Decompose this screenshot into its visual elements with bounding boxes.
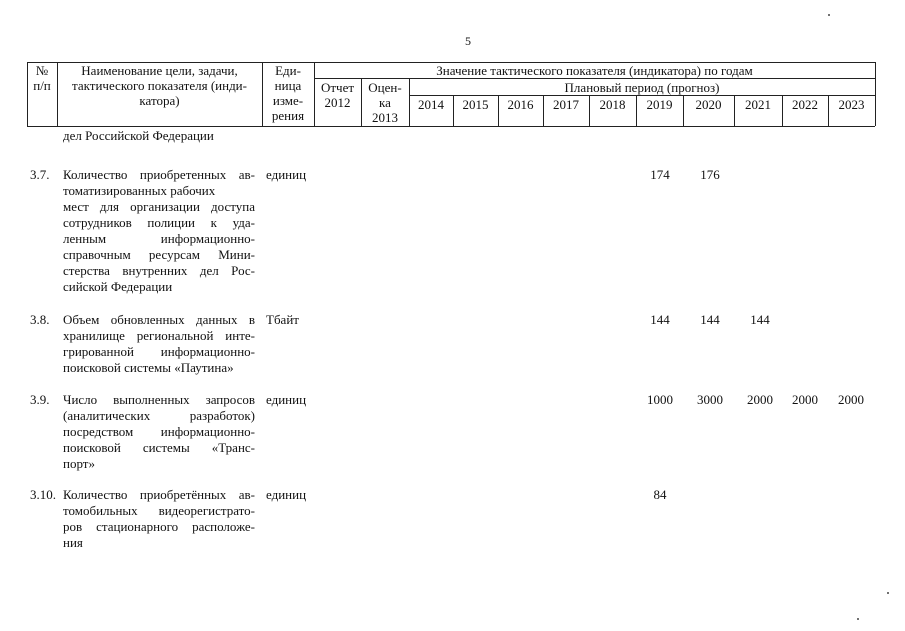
row-indicator-name: Количество приобретенных ав- томатизированных рабочих мест для организации доступа сотрудников полиции к уда- ленным информационно- справочным ресурсам Мини- стерства внутренних дел Рос- сийской Федерации [63,167,255,294]
row-unit: единиц [266,167,307,182]
header-year-2021: 2021 [745,97,771,112]
row-number: 3.10. [30,487,56,502]
value-2020: 144 [700,312,720,327]
row-unit: единиц [266,487,307,502]
header-report-2012: Отчет 2012 [320,80,355,110]
header-year-2023: 2023 [838,97,865,112]
scan-speck [887,592,889,594]
row-indicator-name: Число выполненных запросов (аналитических разработок) посредством информационно- поисковой системы «Транс- порт» [63,392,255,471]
header-unit: Еди- ница изме- рения [271,63,305,123]
header-year-2022: 2022 [792,97,818,112]
value-2021: 144 [750,312,770,327]
value-2021: 2000 [747,392,773,407]
header-year-2020: 2020 [695,97,722,112]
header-year-2017: 2017 [553,97,579,112]
header-indicator-name: Наименование цели, задачи, тактического показателя (инди- катора) [72,63,247,108]
row-number: 3.9. [30,392,50,407]
value-2019: 174 [650,167,670,182]
row-unit: единиц [266,392,307,407]
header-estimate-2013: Оцен- ка 2013 [368,80,402,125]
row-indicator-name: Количество приобретённых ав- томобильных видеорегистрато- ров стационарного расположе- ния [63,487,255,550]
table-header [27,62,875,126]
value-2023: 2000 [838,392,864,407]
header-year-2014: 2014 [418,97,444,112]
header-year-2019: 2019 [646,97,673,112]
value-2019: 84 [653,487,667,502]
row-number: 3.8. [30,312,50,327]
row-unit: Тбайт [266,312,299,327]
header-year-2015: 2015 [462,97,489,112]
header-year-2016: 2016 [507,97,534,112]
continuation-text: дел Российской Федерации [63,128,214,143]
header-plan-title: Плановый период (прогноз) [564,80,720,95]
scan-speck [828,14,830,16]
value-2022: 2000 [792,392,818,407]
header-year-2018: 2018 [599,97,626,112]
row-number: 3.7. [30,167,50,182]
row-indicator-name: Объем обновленных данных в хранилище региональной инте- грированной информационно- поисковой системы «Паутина» [63,312,255,375]
header-group-title: Значение тактического показателя (индикатора) по годам [436,63,753,78]
scan-speck [857,618,859,620]
value-2019: 1000 [647,392,673,407]
value-2020: 3000 [697,392,723,407]
header-number: № п/п [33,63,51,93]
page-number: 5 [465,34,471,48]
value-2019: 144 [650,312,670,327]
value-2020: 176 [700,167,720,182]
